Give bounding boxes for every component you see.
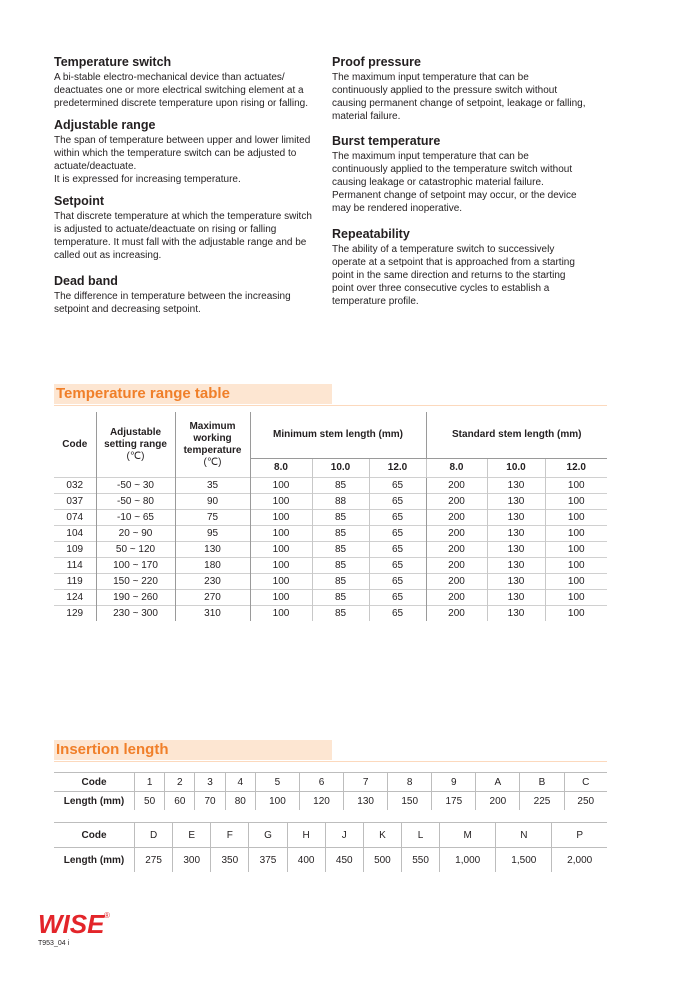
table-row — [54, 558, 607, 574]
length-cell: 300 — [173, 848, 211, 873]
table-cell: 109 — [54, 542, 96, 558]
length-cell: 375 — [249, 848, 287, 873]
table-cell: 200 — [426, 574, 487, 590]
length-cell: 70 — [195, 792, 225, 811]
table-cell: 310 — [175, 606, 250, 622]
code-cell: 1 — [135, 773, 165, 792]
table-cell: 150 ~ 220 — [96, 574, 175, 590]
table-cell: 130 — [487, 574, 545, 590]
definition-body: A bi-stable electro-mechanical device than actuates/ deactuates one or more electrical switching element at a predetermined discrete temperature upon rising or falling. — [54, 72, 309, 109]
table-cell: 85 — [312, 590, 369, 606]
length-cell: 500 — [363, 848, 401, 873]
length-cell: 2,000 — [552, 848, 607, 873]
table-cell: 200 — [426, 606, 487, 622]
header-sub-diameter: 10.0 — [487, 459, 545, 478]
code-cell: 6 — [299, 773, 343, 792]
definitions-left-column — [54, 55, 319, 324]
length-cell: 200 — [476, 792, 520, 811]
logo-text: WISE — [38, 909, 105, 938]
code-cell: G — [249, 823, 287, 848]
definition-title: Proof pressure — [332, 55, 421, 69]
definition-proof-pressure — [332, 55, 587, 123]
table-cell: 270 — [175, 590, 250, 606]
code-cell: K — [363, 823, 401, 848]
length-cell: 400 — [287, 848, 325, 873]
table-cell: 130 — [175, 542, 250, 558]
table-cell: 119 — [54, 574, 96, 590]
definition-title: Temperature switch — [54, 55, 172, 69]
table-cell: 65 — [369, 606, 426, 622]
table-cell: 65 — [369, 526, 426, 542]
table-cell: 20 ~ 90 — [96, 526, 175, 542]
code-cell: D — [135, 823, 173, 848]
table-cell: -50 ~ 80 — [96, 494, 175, 510]
length-cell: 550 — [401, 848, 439, 873]
table-cell: 100 — [250, 606, 312, 622]
header-std-stem-length: Standard stem length (mm) — [426, 412, 607, 459]
definition-body-note: It is expressed for increasing temperature. — [54, 174, 241, 185]
table-cell: 85 — [312, 558, 369, 574]
length-cell: 50 — [135, 792, 165, 811]
definition-title: Repeatability — [332, 227, 410, 241]
table-row-codes — [54, 823, 607, 848]
section-title: Insertion length — [56, 741, 169, 758]
row-label: Length (mm) — [54, 792, 135, 811]
table-cell: 180 — [175, 558, 250, 574]
length-cell: 350 — [211, 848, 249, 873]
definition-body: The ability of a temperature switch to successively operate at a setpoint that is approached from a starting point in the same direction and returns to the starting point over three consecutive cycles to establish a temperature profile. — [332, 244, 575, 307]
table-cell: 100 — [250, 478, 312, 494]
definition-burst-temperature — [332, 134, 587, 215]
table-cell: 200 — [426, 590, 487, 606]
row-label: Code — [54, 773, 135, 792]
table-cell: 65 — [369, 574, 426, 590]
table-cell: 100 — [545, 606, 607, 622]
length-cell: 1,000 — [440, 848, 496, 873]
table-cell: 100 — [545, 494, 607, 510]
header-code: Code — [62, 438, 88, 450]
table-cell: 65 — [369, 478, 426, 494]
code-cell: E — [173, 823, 211, 848]
table-cell: -10 ~ 65 — [96, 510, 175, 526]
table-row — [54, 478, 607, 494]
table-cell: 200 — [426, 526, 487, 542]
table-cell: 100 — [545, 510, 607, 526]
length-cell: 225 — [520, 792, 564, 811]
table-cell: 200 — [426, 478, 487, 494]
table-cell: 200 — [426, 510, 487, 526]
length-cell: 250 — [564, 792, 607, 811]
length-cell: 130 — [344, 792, 388, 811]
table-cell: 230 — [175, 574, 250, 590]
table-cell: 130 — [487, 558, 545, 574]
code-cell: C — [564, 773, 607, 792]
insertion-length-heading — [54, 740, 607, 760]
table-row — [54, 590, 607, 606]
table-cell: 65 — [369, 494, 426, 510]
length-cell: 100 — [255, 792, 299, 811]
code-cell: 2 — [165, 773, 195, 792]
code-cell: 8 — [388, 773, 432, 792]
definition-dead-band — [54, 274, 319, 316]
code-cell: B — [520, 773, 564, 792]
definition-title: Dead band — [54, 274, 118, 288]
header-max-temperature: Maximum working temperature (℃) — [175, 412, 250, 478]
table-cell: 85 — [312, 606, 369, 622]
header-sub-diameter: 12.0 — [369, 459, 426, 478]
definition-body: The difference in temperature between the increasing setpoint and decreasing setpoint. — [54, 291, 291, 315]
length-cell: 80 — [225, 792, 255, 811]
length-cell: 175 — [432, 792, 476, 811]
table-cell: 100 — [545, 590, 607, 606]
length-cell: 60 — [165, 792, 195, 811]
table-cell: 130 — [487, 510, 545, 526]
table-cell: 65 — [369, 542, 426, 558]
table-cell: 100 ~ 170 — [96, 558, 175, 574]
table-cell: 200 — [426, 494, 487, 510]
section-title: Temperature range table — [56, 385, 230, 402]
definition-title: Setpoint — [54, 194, 104, 208]
temperature-range-table — [54, 412, 607, 621]
table-cell: 104 — [54, 526, 96, 542]
code-cell: A — [476, 773, 520, 792]
table-cell: 230 ~ 300 — [96, 606, 175, 622]
table-cell: 190 ~ 260 — [96, 590, 175, 606]
temperature-table-body — [54, 478, 607, 622]
table-cell: 88 — [312, 494, 369, 510]
table-cell: 100 — [545, 542, 607, 558]
table-cell: 100 — [250, 574, 312, 590]
table-cell: 65 — [369, 590, 426, 606]
table-row — [54, 542, 607, 558]
code-cell: F — [211, 823, 249, 848]
table-cell: 75 — [175, 510, 250, 526]
code-cell: 7 — [344, 773, 388, 792]
definition-setpoint — [54, 194, 319, 262]
table-cell: 95 — [175, 526, 250, 542]
table-cell: -50 ~ 30 — [96, 478, 175, 494]
row-label: Code — [54, 823, 135, 848]
definition-repeatability — [332, 227, 587, 308]
table-cell: 037 — [54, 494, 96, 510]
code-cell: 5 — [255, 773, 299, 792]
definition-adjustable-range — [54, 118, 319, 186]
code-cell: L — [401, 823, 439, 848]
document-number: T953_04 i — [38, 940, 70, 947]
definition-temperature-switch — [54, 55, 319, 110]
code-cell: N — [496, 823, 552, 848]
table-row — [54, 526, 607, 542]
table-cell: 100 — [545, 478, 607, 494]
length-cell: 450 — [325, 848, 363, 873]
definition-body: That discrete temperature at which the temperature switch is adjusted to actuate/deactuate on rising or falling temperature. It must fall with the adjustable range and be called out as increasing. — [54, 211, 312, 261]
table-cell: 85 — [312, 574, 369, 590]
table-cell: 85 — [312, 542, 369, 558]
code-cell: 4 — [225, 773, 255, 792]
table-cell: 130 — [487, 542, 545, 558]
table-cell: 65 — [369, 510, 426, 526]
table-cell: 85 — [312, 478, 369, 494]
code-cell: J — [325, 823, 363, 848]
header-sub-diameter: 10.0 — [312, 459, 369, 478]
table-cell: 130 — [487, 606, 545, 622]
table-cell: 100 — [545, 526, 607, 542]
header-sub-diameter: 12.0 — [545, 459, 607, 478]
header-min-stem-length: Minimum stem length (mm) — [250, 412, 426, 459]
table-cell: 100 — [250, 510, 312, 526]
table-row-codes — [54, 773, 607, 792]
table-cell: 129 — [54, 606, 96, 622]
table-cell: 85 — [312, 510, 369, 526]
insertion-length-table-2 — [54, 822, 607, 872]
table-cell: 100 — [250, 494, 312, 510]
length-cell: 150 — [388, 792, 432, 811]
table-cell: 100 — [545, 574, 607, 590]
table-cell: 90 — [175, 494, 250, 510]
definitions-right-column — [332, 55, 587, 316]
registered-mark: ® — [104, 911, 110, 920]
length-cell: 1,500 — [496, 848, 552, 873]
temperature-range-heading — [54, 384, 607, 404]
table-row — [54, 510, 607, 526]
table-cell: 130 — [487, 494, 545, 510]
table-cell: 200 — [426, 558, 487, 574]
definition-title: Adjustable range — [54, 118, 156, 132]
table-cell: 100 — [250, 526, 312, 542]
header-sub-diameter: 8.0 — [426, 459, 487, 478]
header-sub-diameter: 8.0 — [250, 459, 312, 478]
table-cell: 114 — [54, 558, 96, 574]
table-cell: 35 — [175, 478, 250, 494]
code-cell: 3 — [195, 773, 225, 792]
table-cell: 130 — [487, 526, 545, 542]
definition-body: The maximum input temperature that can be continuously applied to the pressure switch without causing permanent change of setpoint, leakage or falling, material failure. — [332, 72, 586, 122]
table-cell: 100 — [545, 558, 607, 574]
table-row — [54, 494, 607, 510]
code-cell: P — [552, 823, 607, 848]
table-cell: 032 — [54, 478, 96, 494]
code-cell: M — [440, 823, 496, 848]
length-cell: 275 — [135, 848, 173, 873]
table-cell: 100 — [250, 590, 312, 606]
table-cell: 074 — [54, 510, 96, 526]
definition-title: Burst temperature — [332, 134, 441, 148]
table-cell: 100 — [250, 558, 312, 574]
length-cell: 120 — [299, 792, 343, 811]
table-row — [54, 574, 607, 590]
insertion-length-table-1 — [54, 772, 607, 810]
code-cell: H — [287, 823, 325, 848]
table-row — [54, 606, 607, 622]
table-cell: 65 — [369, 558, 426, 574]
table-row-lengths — [54, 792, 607, 811]
table-cell: 100 — [250, 542, 312, 558]
definition-body: The maximum input temperature that can be continuously applied to the temperature switch without causing leakage or catastrophic material failure. Permanent change of setpoint may occur, or the device may be rendered inoperative. — [332, 151, 577, 214]
definition-body: The span of temperature between upper and lower limited within which the temperature switch can be adjusted to actuate/deactuate. — [54, 135, 311, 172]
wise-logo — [36, 908, 116, 938]
table-cell: 130 — [487, 590, 545, 606]
code-cell: 9 — [432, 773, 476, 792]
table-row-lengths — [54, 848, 607, 873]
table-cell: 85 — [312, 526, 369, 542]
table-cell: 50 ~ 120 — [96, 542, 175, 558]
header-adjustable-range: Adjustable setting range (℃) — [96, 412, 175, 478]
row-label: Length (mm) — [54, 848, 135, 873]
table-cell: 200 — [426, 542, 487, 558]
table-cell: 124 — [54, 590, 96, 606]
table-cell: 130 — [487, 478, 545, 494]
